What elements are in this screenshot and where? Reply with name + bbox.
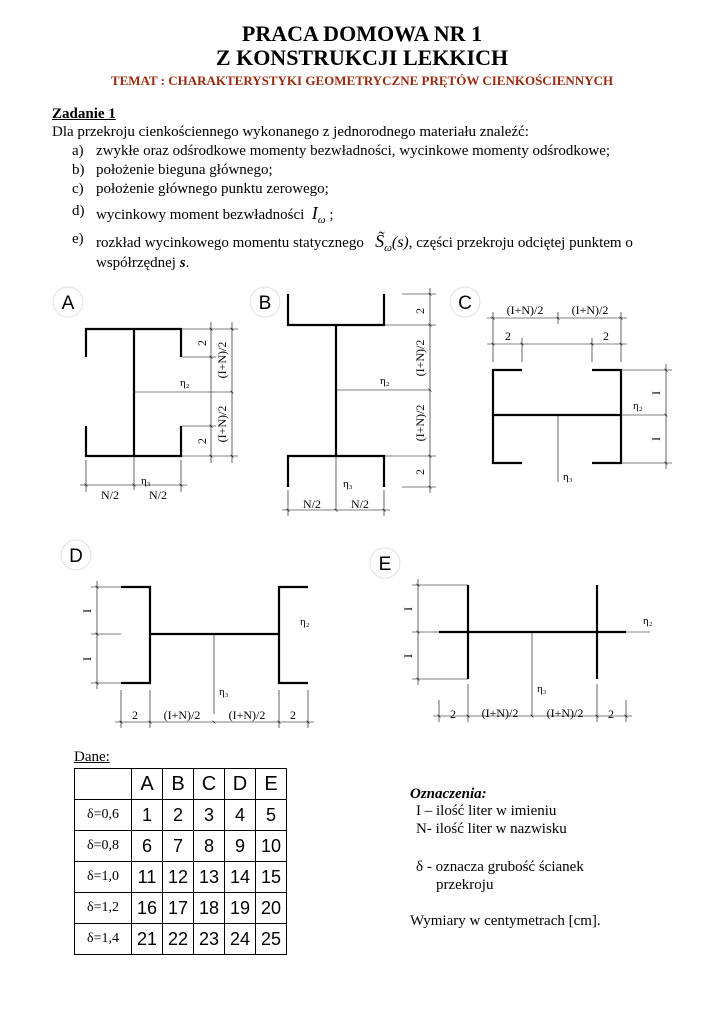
legend-line: N- ilość liter w nazwisku bbox=[416, 821, 567, 837]
row-header: δ=1,2 bbox=[75, 893, 132, 924]
eta3-label: η₃ bbox=[141, 475, 151, 487]
item-suffix: , części przekroju odciętej punktem o bbox=[408, 235, 633, 251]
row-header: δ=0,8 bbox=[75, 831, 132, 862]
item-text: wycinkowy moment bezwładności bbox=[96, 207, 305, 223]
figure-letter: E bbox=[378, 554, 392, 575]
table-row bbox=[75, 893, 287, 924]
section-shape bbox=[439, 585, 626, 679]
table-row bbox=[75, 924, 287, 955]
item-text: zwykłe oraz odśrodkowe momenty bezwładności, wycinkowe momenty odśrodkowe; bbox=[96, 143, 611, 159]
table-cell: 4 bbox=[225, 800, 256, 831]
column-header: D bbox=[225, 769, 256, 800]
column-header: B bbox=[163, 769, 194, 800]
page-subtitle: TEMAT : CHARAKTERYSTYKI GEOMETRYCZNE PRĘTÓW CIENKOŚCIENNYCH bbox=[110, 73, 614, 88]
dim-label: (I+N)/2 bbox=[506, 303, 544, 317]
dim-label: 2 bbox=[608, 707, 614, 721]
figure-b bbox=[250, 287, 436, 516]
dim-label: I bbox=[649, 391, 663, 395]
item-suffix: ; bbox=[329, 207, 334, 223]
dim-label: I bbox=[80, 657, 94, 661]
figure-e bbox=[370, 548, 653, 722]
table-cell: 14 bbox=[225, 862, 256, 893]
continuation-suffix: . bbox=[185, 255, 190, 271]
eta2-label: η₂ bbox=[633, 400, 643, 412]
bottom-dimension-lines bbox=[115, 690, 314, 728]
figure-a bbox=[53, 287, 238, 502]
continuation-text: współrzędnej bbox=[96, 255, 180, 271]
column-header: C bbox=[194, 769, 225, 800]
eta2-label: η₂ bbox=[180, 377, 190, 389]
table-cell: 12 bbox=[163, 862, 194, 893]
table-cell: 10 bbox=[256, 831, 287, 862]
table-cell: 19 bbox=[225, 893, 256, 924]
table-cell: 25 bbox=[256, 924, 287, 955]
dim-label: N/2 bbox=[149, 488, 167, 502]
dim-label: N/2 bbox=[303, 497, 321, 511]
dim-label: 2 bbox=[413, 308, 427, 314]
math-symbol-S: S̃ bbox=[375, 231, 385, 251]
dim-label: (I+N)/2 bbox=[546, 706, 584, 720]
table-cell: 24 bbox=[225, 924, 256, 955]
table-cell: 23 bbox=[194, 924, 225, 955]
legend-line: I – ilość liter w imieniu bbox=[416, 803, 557, 819]
table-corner bbox=[75, 769, 132, 800]
eta2-label: η₂ bbox=[380, 375, 390, 387]
dim-label: 2 bbox=[450, 707, 456, 721]
dim-label: (I+N)/2 bbox=[163, 708, 201, 722]
dim-label: 2 bbox=[505, 329, 511, 343]
table-cell: 20 bbox=[256, 893, 287, 924]
task-heading: Zadanie 1 bbox=[52, 106, 116, 122]
eta2-label: η₂ bbox=[643, 615, 653, 627]
math-subscript: ω bbox=[384, 242, 392, 254]
table-cell: 8 bbox=[194, 831, 225, 862]
table-cell: 9 bbox=[225, 831, 256, 862]
page-title-line1: PRACA DOMOWA NR 1 bbox=[241, 21, 483, 46]
figure-d bbox=[61, 540, 314, 728]
legend-line: przekroju bbox=[436, 877, 494, 893]
table-cell: 21 bbox=[132, 924, 163, 955]
table-cell: 3 bbox=[194, 800, 225, 831]
continuation-var: s bbox=[179, 255, 186, 271]
dim-label: 2 bbox=[195, 438, 209, 444]
section-shape bbox=[121, 587, 308, 683]
figure-letter: B bbox=[258, 293, 272, 314]
item-text: rozkład wycinkowego momentu statycznego bbox=[96, 235, 364, 251]
bottom-dimension-lines bbox=[80, 460, 187, 492]
table-row bbox=[75, 862, 287, 893]
right-dimension-lines bbox=[181, 322, 238, 463]
eta3-label: η₃ bbox=[343, 478, 353, 490]
table-cell: 6 bbox=[132, 831, 163, 862]
table-cell: 5 bbox=[256, 800, 287, 831]
legend-heading: Oznaczenia: bbox=[410, 786, 487, 802]
dim-label: I bbox=[401, 607, 415, 611]
dim-label: (I+N)/2 bbox=[481, 706, 519, 720]
table-cell: 16 bbox=[132, 893, 163, 924]
dim-label: I bbox=[401, 654, 415, 658]
figure-letter: A bbox=[61, 293, 75, 314]
dim-label: (I+N)/2 bbox=[413, 339, 427, 377]
row-header: δ=0,6 bbox=[75, 800, 132, 831]
figure-letter: D bbox=[69, 546, 83, 567]
figure-c bbox=[450, 287, 672, 483]
figure-letter: C bbox=[458, 293, 472, 314]
dim-label: I bbox=[80, 609, 94, 613]
dim-label: 2 bbox=[413, 469, 427, 475]
dim-label: (I+N)/2 bbox=[228, 708, 266, 722]
dim-label: 2 bbox=[603, 329, 609, 343]
column-header: A bbox=[132, 769, 163, 800]
page-title-line2: Z KONSTRUKCJI LEKKICH bbox=[215, 45, 509, 70]
dim-label: (I+N)/2 bbox=[215, 341, 229, 379]
dim-label: 2 bbox=[290, 708, 296, 722]
table-cell: 15 bbox=[256, 862, 287, 893]
table-cell: 7 bbox=[163, 831, 194, 862]
bottom-dimension-lines bbox=[433, 684, 632, 722]
dim-label: (I+N)/2 bbox=[413, 404, 427, 442]
math-subscript: ω bbox=[317, 214, 326, 226]
dane-table bbox=[74, 768, 287, 955]
eta3-label: η₃ bbox=[563, 471, 573, 483]
task-intro: Dla przekroju cienkościennego wykonanego z jednorodnego materiału znaleźć: bbox=[52, 124, 529, 140]
right-dimension-lines bbox=[384, 288, 436, 493]
eta2-label: η₂ bbox=[300, 616, 310, 628]
dim-label: (I+N)/2 bbox=[215, 405, 229, 443]
legend-line: Wymiary w centymetrach [cm]. bbox=[410, 913, 601, 929]
table-cell: 13 bbox=[194, 862, 225, 893]
dim-label: 2 bbox=[195, 340, 209, 346]
left-dimension-lines bbox=[91, 581, 121, 689]
item-text: położenie bieguna głównego; bbox=[96, 162, 273, 178]
dim-label: N/2 bbox=[351, 497, 369, 511]
section-shape bbox=[86, 329, 181, 456]
dane-label: Dane: bbox=[74, 749, 110, 765]
table-cell: 18 bbox=[194, 893, 225, 924]
item-label: b) bbox=[72, 162, 85, 178]
table-cell: 1 bbox=[132, 800, 163, 831]
column-header: E bbox=[256, 769, 287, 800]
table-cell: 2 bbox=[163, 800, 194, 831]
item-label: c) bbox=[72, 181, 84, 197]
table-row bbox=[75, 831, 287, 862]
legend-line: δ - oznacza grubość ścianek bbox=[416, 859, 584, 875]
table-cell: 22 bbox=[163, 924, 194, 955]
table-cell: 17 bbox=[163, 893, 194, 924]
item-label: e) bbox=[72, 231, 84, 247]
eta3-label: η₃ bbox=[219, 686, 229, 698]
item-label: d) bbox=[72, 203, 85, 219]
dim-label: 2 bbox=[132, 708, 138, 722]
row-header: δ=1,4 bbox=[75, 924, 132, 955]
right-dimension-lines bbox=[621, 364, 672, 469]
section-shape bbox=[493, 370, 621, 463]
table-row bbox=[75, 800, 287, 831]
eta3-label: η₃ bbox=[537, 683, 547, 695]
row-header: δ=1,0 bbox=[75, 862, 132, 893]
item-text: położenie głównego punktu zerowego; bbox=[96, 181, 329, 197]
item-label: a) bbox=[72, 143, 84, 159]
dim-label: N/2 bbox=[101, 488, 119, 502]
math-symbol-I: I bbox=[311, 203, 318, 223]
table-cell: 11 bbox=[132, 862, 163, 893]
math-argument: (s) bbox=[391, 234, 409, 251]
dim-label: I bbox=[649, 437, 663, 441]
table-header-row bbox=[75, 769, 287, 800]
dim-label: (I+N)/2 bbox=[571, 303, 609, 317]
